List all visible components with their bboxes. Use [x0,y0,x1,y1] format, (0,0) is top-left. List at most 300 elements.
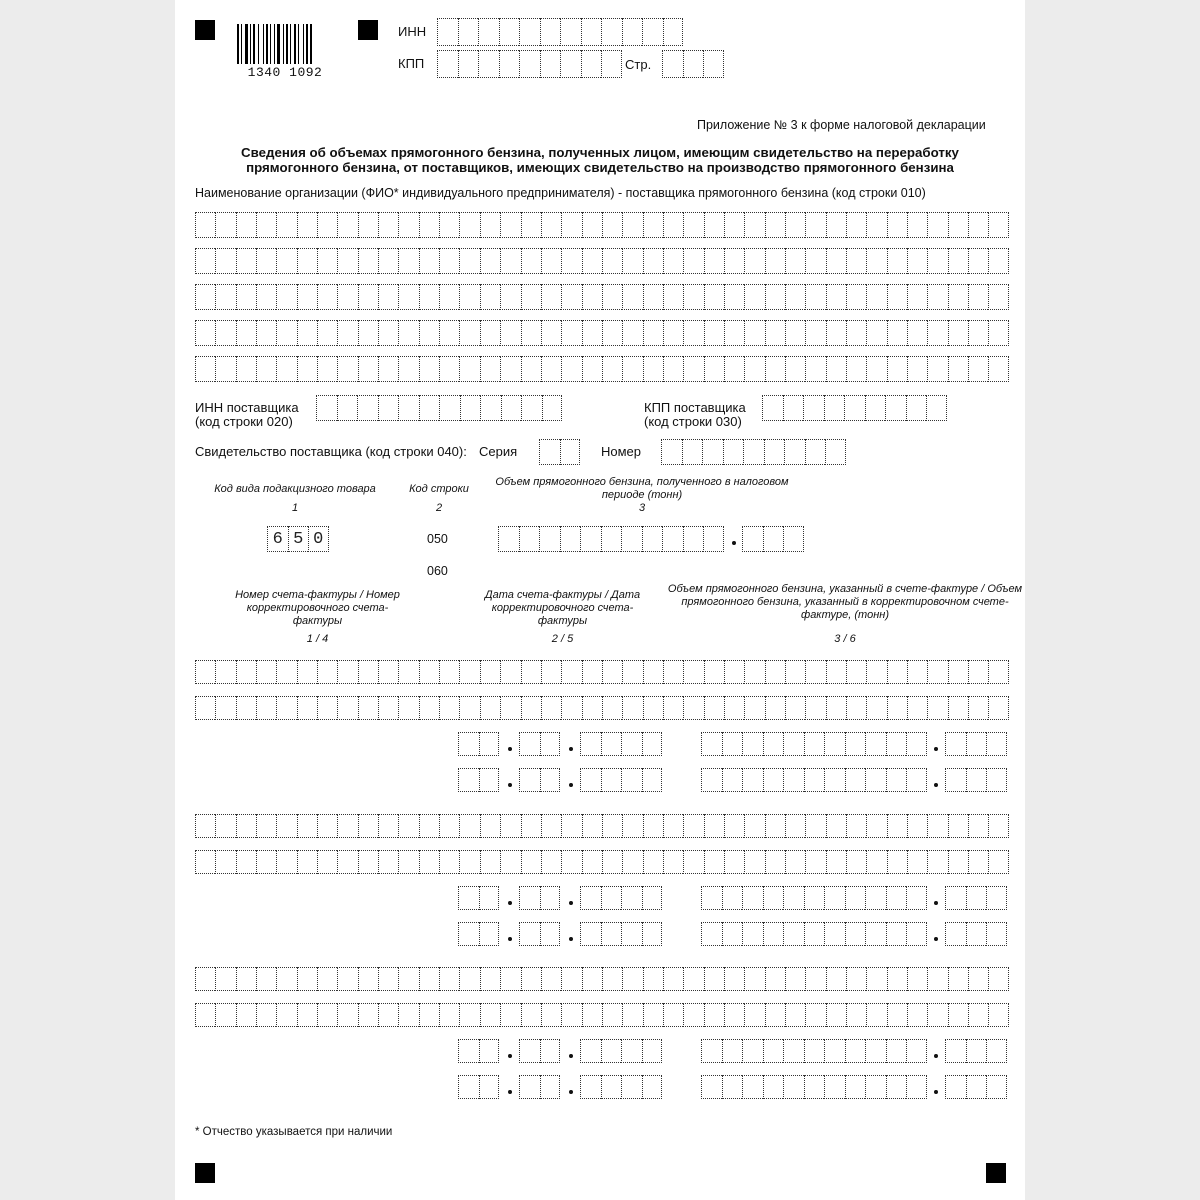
invoice-date-year-block3-line1[interactable] [580,1039,662,1063]
invoice-number-row-1a-cell[interactable] [541,660,561,684]
invoice-date-day-block1-line1-cell[interactable] [458,732,479,756]
invoice-number-row-3a-cell[interactable] [887,967,907,991]
invoice-volume-decimal-block2-line1[interactable] [945,886,1007,910]
invoice-volume-decimal-block3-line2[interactable] [945,1075,1007,1099]
invoice-number-row-1a-cell[interactable] [419,660,439,684]
invoice-volume-integer-block1-line1-cell[interactable] [722,732,743,756]
invoice-number-row-3b-cell[interactable] [500,1003,520,1027]
invoice-volume-decimal-block3-line2-cell[interactable] [945,1075,966,1099]
org-name-row-cell[interactable] [968,284,988,310]
invoice-volume-integer-block3-line2-cell[interactable] [783,1075,804,1099]
invoice-number-row-1a-cell[interactable] [805,660,825,684]
invoice-volume-integer-block3-line1-cell[interactable] [906,1039,927,1063]
org-name-row-cell[interactable] [805,248,825,274]
org-name-row-cell[interactable] [215,320,235,346]
invoice-number-row-2a-cell[interactable] [500,814,520,838]
org-name-row-cell[interactable] [337,212,357,238]
invoice-number-row-1b-cell[interactable] [480,696,500,720]
org-name-row-cell[interactable] [582,212,602,238]
invoice-number-row-3a-cell[interactable] [683,967,703,991]
cert-number-field-cell[interactable] [682,439,703,465]
invoice-date-day-block3-line2-cell[interactable] [458,1075,479,1099]
invoice-date-month-block2-line2[interactable] [519,922,560,946]
org-name-row-cell[interactable] [358,320,378,346]
invoice-date-year-block3-line2-cell[interactable] [601,1075,622,1099]
invoice-volume-decimal-block1-line1-cell[interactable] [966,732,987,756]
invoice-volume-integer-block2-line2-cell[interactable] [824,922,845,946]
org-name-row-cell[interactable] [643,284,663,310]
invoice-date-day-block1-line2-cell[interactable] [458,768,479,792]
invoice-date-month-block2-line2-cell[interactable] [519,922,540,946]
invoice-volume-integer-block1-line2-cell[interactable] [742,768,763,792]
org-name-row-cell[interactable] [663,248,683,274]
invoice-number-row-2b-cell[interactable] [887,850,907,874]
org-name-row-cell[interactable] [988,248,1008,274]
invoice-date-year-block1-line2-cell[interactable] [642,768,663,792]
invoice-date-day-block2-line1[interactable] [458,886,499,910]
invoice-number-row-1a-cell[interactable] [663,660,683,684]
org-name-row-cell[interactable] [988,212,1008,238]
org-name-row-cell[interactable] [236,284,256,310]
org-name-row-cell[interactable] [582,284,602,310]
org-name-row-cell[interactable] [988,284,1008,310]
invoice-number-row-1b-cell[interactable] [744,696,764,720]
invoice-number-row-2a-cell[interactable] [907,814,927,838]
kpp-field-cell[interactable] [499,50,520,78]
volume-integer-field-cell[interactable] [539,526,560,552]
invoice-volume-integer-block2-line1-cell[interactable] [886,886,907,910]
invoice-number-row-1a-cell[interactable] [521,660,541,684]
supplier-inn-field-cell[interactable] [378,395,399,421]
org-name-row-cell[interactable] [256,356,276,382]
org-name-row-cell[interactable] [765,212,785,238]
invoice-volume-integer-block3-line1-cell[interactable] [701,1039,722,1063]
org-name-row-cell[interactable] [419,320,439,346]
org-name-row-cell[interactable] [785,356,805,382]
invoice-number-row-2a-cell[interactable] [480,814,500,838]
org-name-row-cell[interactable] [337,356,357,382]
invoice-volume-integer-block2-line2-cell[interactable] [701,922,722,946]
invoice-number-row-2a-cell[interactable] [439,814,459,838]
invoice-number-row-2b-cell[interactable] [337,850,357,874]
invoice-number-row-2a-cell[interactable] [744,814,764,838]
invoice-number-row-1b-cell[interactable] [968,696,988,720]
invoice-number-row-2b-cell[interactable] [704,850,724,874]
org-name-row-cell[interactable] [663,212,683,238]
invoice-volume-integer-block3-line2-cell[interactable] [763,1075,784,1099]
inn-field-cell[interactable] [458,18,479,46]
invoice-volume-integer-block2-line2-cell[interactable] [804,922,825,946]
org-name-row-cell[interactable] [378,284,398,310]
supplier-inn-field-cell[interactable] [542,395,563,421]
invoice-number-row-3b-cell[interactable] [988,1003,1008,1027]
invoice-date-month-block2-line2-cell[interactable] [540,922,561,946]
cert-number-field-cell[interactable] [825,439,846,465]
invoice-number-row-1a-cell[interactable] [236,660,256,684]
org-name-row-cell[interactable] [663,356,683,382]
invoice-volume-integer-block1-line2-cell[interactable] [804,768,825,792]
invoice-number-row-3b-cell[interactable] [866,1003,886,1027]
invoice-number-row-1a-cell[interactable] [378,660,398,684]
org-name-row-cell[interactable] [358,284,378,310]
org-name-row-cell[interactable] [683,248,703,274]
invoice-volume-integer-block3-line2-cell[interactable] [804,1075,825,1099]
org-name-row-cell[interactable] [297,356,317,382]
org-name-row-cell[interactable] [480,212,500,238]
org-name-row-cell[interactable] [561,356,581,382]
supplier-inn-field-cell[interactable] [419,395,440,421]
invoice-date-year-block1-line1[interactable] [580,732,662,756]
invoice-number-row-1a-cell[interactable] [459,660,479,684]
kpp-field[interactable] [437,50,622,78]
invoice-number-row-1a-cell[interactable] [744,660,764,684]
org-name-row-cell[interactable] [907,284,927,310]
volume-integer-field-cell[interactable] [580,526,601,552]
kpp-field-cell[interactable] [519,50,540,78]
invoice-volume-integer-block3-line1-cell[interactable] [886,1039,907,1063]
kpp-field-cell[interactable] [437,50,458,78]
org-name-row-cell[interactable] [724,284,744,310]
org-name-row-cell[interactable] [256,320,276,346]
invoice-number-row-2b-cell[interactable] [927,850,947,874]
invoice-number-row-1a-cell[interactable] [765,660,785,684]
org-name-row-cell[interactable] [744,212,764,238]
invoice-number-row-2b-cell[interactable] [256,850,276,874]
supplier-inn-field-cell[interactable] [480,395,501,421]
invoice-number-row-2b-cell[interactable] [439,850,459,874]
invoice-date-year-block2-line2[interactable] [580,922,662,946]
invoice-date-year-block1-line1-cell[interactable] [580,732,601,756]
org-name-row-cell[interactable] [602,356,622,382]
invoice-number-row-3b-cell[interactable] [337,1003,357,1027]
invoice-number-row-1a-cell[interactable] [846,660,866,684]
org-name-row-cell[interactable] [317,356,337,382]
org-name-row-cell[interactable] [337,248,357,274]
invoice-date-day-block3-line1[interactable] [458,1039,499,1063]
invoice-volume-integer-block2-line2-cell[interactable] [742,922,763,946]
invoice-volume-integer-block1-line2-cell[interactable] [783,768,804,792]
org-name-row-cell[interactable] [826,212,846,238]
org-name-row-cell[interactable] [480,356,500,382]
invoice-date-month-block3-line1[interactable] [519,1039,560,1063]
invoice-number-row-2a-cell[interactable] [724,814,744,838]
invoice-number-row-3a-cell[interactable] [500,967,520,991]
invoice-date-year-block1-line2-cell[interactable] [621,768,642,792]
invoice-date-year-block3-line2-cell[interactable] [642,1075,663,1099]
invoice-number-row-1a-cell[interactable] [988,660,1008,684]
org-name-row-cell[interactable] [195,320,215,346]
org-name-row-cell[interactable] [276,284,296,310]
org-name-row-cell[interactable] [297,284,317,310]
invoice-number-row-1b-cell[interactable] [500,696,520,720]
invoice-number-row-1a-cell[interactable] [622,660,642,684]
invoice-number-row-2a-cell[interactable] [866,814,886,838]
inn-field-cell[interactable] [560,18,581,46]
kpp-field-cell[interactable] [478,50,499,78]
invoice-date-day-block2-line2-cell[interactable] [458,922,479,946]
invoice-date-month-block3-line2-cell[interactable] [540,1075,561,1099]
invoice-volume-integer-block2-line2-cell[interactable] [886,922,907,946]
supplier-kpp-field[interactable] [762,395,947,421]
invoice-number-row-1a-cell[interactable] [561,660,581,684]
cert-number-field-cell[interactable] [661,439,682,465]
invoice-volume-integer-block2-line2-cell[interactable] [722,922,743,946]
invoice-date-month-block3-line1-cell[interactable] [519,1039,540,1063]
invoice-number-row-3b-cell[interactable] [805,1003,825,1027]
invoice-date-year-block2-line2-cell[interactable] [621,922,642,946]
org-name-row-cell[interactable] [317,320,337,346]
invoice-volume-decimal-block2-line2-cell[interactable] [945,922,966,946]
invoice-volume-integer-block3-line2-cell[interactable] [824,1075,845,1099]
invoice-number-row-3b[interactable] [195,1003,1009,1027]
org-name-row-cell[interactable] [439,248,459,274]
invoice-number-row-3a-cell[interactable] [988,967,1008,991]
invoice-date-year-block3-line2[interactable] [580,1075,662,1099]
supplier-kpp-field-cell[interactable] [865,395,886,421]
invoice-number-row-1a-cell[interactable] [683,660,703,684]
org-name-row-cell[interactable] [948,356,968,382]
org-name-row-cell[interactable] [968,212,988,238]
org-name-row-cell[interactable] [500,248,520,274]
invoice-volume-integer-block1-line1-cell[interactable] [865,732,886,756]
invoice-number-row-1b-cell[interactable] [439,696,459,720]
invoice-number-row-3b-cell[interactable] [541,1003,561,1027]
invoice-volume-decimal-block3-line2-cell[interactable] [966,1075,987,1099]
volume-integer-field-cell[interactable] [519,526,540,552]
invoice-number-row-3a-cell[interactable] [765,967,785,991]
org-name-row[interactable] [195,212,1009,238]
invoice-volume-integer-block1-line2-cell[interactable] [722,768,743,792]
invoice-number-row-3a-cell[interactable] [297,967,317,991]
cert-number-field[interactable] [661,439,846,465]
volume-integer-field-cell[interactable] [683,526,704,552]
org-name-row-cell[interactable] [907,248,927,274]
org-name-row-cell[interactable] [826,320,846,346]
invoice-number-row-3a-cell[interactable] [826,967,846,991]
org-name-row-cell[interactable] [419,212,439,238]
invoice-date-day-block1-line2-cell[interactable] [479,768,500,792]
org-name-row-cell[interactable] [521,248,541,274]
org-name-row-cell[interactable] [704,248,724,274]
volume-decimal-field-cell[interactable] [742,526,763,552]
invoice-number-row-1b-cell[interactable] [846,696,866,720]
invoice-number-row-2b-cell[interactable] [561,850,581,874]
org-name-row-cell[interactable] [398,212,418,238]
invoice-number-row-2a-cell[interactable] [236,814,256,838]
org-name-row-cell[interactable] [236,356,256,382]
inn-field-cell[interactable] [519,18,540,46]
invoice-volume-integer-block1-line1-cell[interactable] [701,732,722,756]
invoice-date-day-block3-line2-cell[interactable] [479,1075,500,1099]
invoice-volume-integer-block2-line2-cell[interactable] [763,922,784,946]
invoice-date-day-block2-line2-cell[interactable] [479,922,500,946]
invoice-number-row-3b-cell[interactable] [297,1003,317,1027]
org-name-row-cell[interactable] [724,356,744,382]
invoice-date-day-block2-line2[interactable] [458,922,499,946]
invoice-number-row-3a-cell[interactable] [358,967,378,991]
supplier-inn-field-cell[interactable] [521,395,542,421]
invoice-number-row-3b-cell[interactable] [968,1003,988,1027]
invoice-date-year-block3-line2-cell[interactable] [621,1075,642,1099]
invoice-volume-integer-block3-line2-cell[interactable] [742,1075,763,1099]
cert-series-field-cell[interactable] [539,439,560,465]
invoice-number-row-2a-cell[interactable] [541,814,561,838]
volume-integer-field-cell[interactable] [601,526,622,552]
org-name-row-cell[interactable] [297,248,317,274]
invoice-number-row-3a-cell[interactable] [907,967,927,991]
invoice-number-row-2a-cell[interactable] [215,814,235,838]
invoice-volume-integer-block2-line2-cell[interactable] [906,922,927,946]
invoice-number-row-2a-cell[interactable] [459,814,479,838]
invoice-volume-integer-block3-line1-cell[interactable] [763,1039,784,1063]
invoice-number-row-2b-cell[interactable] [236,850,256,874]
org-name-row-cell[interactable] [276,356,296,382]
invoice-number-row-1b-cell[interactable] [297,696,317,720]
supplier-inn-field-cell[interactable] [357,395,378,421]
invoice-date-year-block1-line2-cell[interactable] [601,768,622,792]
invoice-number-row-1b-cell[interactable] [317,696,337,720]
invoice-volume-decimal-block1-line2-cell[interactable] [986,768,1007,792]
org-name-row-cell[interactable] [643,212,663,238]
invoice-number-row-3a-cell[interactable] [582,967,602,991]
invoice-number-row-1b-cell[interactable] [215,696,235,720]
org-name-row-cell[interactable] [887,320,907,346]
org-name-row-cell[interactable] [521,284,541,310]
org-name-row-cell[interactable] [358,356,378,382]
kpp-field-cell[interactable] [540,50,561,78]
invoice-number-row-2a-cell[interactable] [683,814,703,838]
invoice-number-row-3a-cell[interactable] [724,967,744,991]
org-name-row-cell[interactable] [439,356,459,382]
volume-integer-field-cell[interactable] [498,526,519,552]
invoice-number-row-3b-cell[interactable] [561,1003,581,1027]
invoice-number-row-2b-cell[interactable] [724,850,744,874]
invoice-number-row-2b-cell[interactable] [276,850,296,874]
invoice-number-row-1b-cell[interactable] [826,696,846,720]
org-name-row-cell[interactable] [887,212,907,238]
org-name-row-cell[interactable] [765,320,785,346]
invoice-number-row-3a-cell[interactable] [236,967,256,991]
invoice-number-row-1a-cell[interactable] [602,660,622,684]
invoice-number-row-3a-cell[interactable] [521,967,541,991]
org-name-row-cell[interactable] [927,212,947,238]
invoice-volume-integer-block2-line2[interactable] [701,922,927,946]
invoice-volume-integer-block1-line2-cell[interactable] [824,768,845,792]
invoice-volume-integer-block2-line1-cell[interactable] [824,886,845,910]
org-name-row-cell[interactable] [846,212,866,238]
invoice-number-row-2b-cell[interactable] [500,850,520,874]
org-name-row-cell[interactable] [561,320,581,346]
invoice-date-month-block1-line1-cell[interactable] [540,732,561,756]
invoice-volume-integer-block3-line1-cell[interactable] [865,1039,886,1063]
org-name-row-cell[interactable] [521,356,541,382]
invoice-volume-integer-block3-line2-cell[interactable] [722,1075,743,1099]
invoice-number-row-2a-cell[interactable] [317,814,337,838]
invoice-volume-integer-block3-line1-cell[interactable] [845,1039,866,1063]
org-name-row-cell[interactable] [541,248,561,274]
invoice-number-row-1b-cell[interactable] [541,696,561,720]
invoice-number-row-1b-cell[interactable] [663,696,683,720]
org-name-row-cell[interactable] [602,248,622,274]
invoice-number-row-2b-cell[interactable] [866,850,886,874]
org-name-row-cell[interactable] [317,248,337,274]
invoice-number-row-1b-cell[interactable] [988,696,1008,720]
supplier-inn-field-cell[interactable] [337,395,358,421]
org-name-row-cell[interactable] [744,356,764,382]
invoice-number-row-3b-cell[interactable] [236,1003,256,1027]
invoice-number-row-3a-cell[interactable] [663,967,683,991]
cert-number-field-cell[interactable] [743,439,764,465]
org-name-row-cell[interactable] [785,284,805,310]
inn-field-cell[interactable] [642,18,663,46]
invoice-number-row-3a-cell[interactable] [866,967,886,991]
org-name-row-cell[interactable] [948,284,968,310]
invoice-number-row-1b-cell[interactable] [459,696,479,720]
invoice-number-row-1a-cell[interactable] [907,660,927,684]
supplier-inn-field-cell[interactable] [460,395,481,421]
invoice-volume-decimal-block1-line1-cell[interactable] [945,732,966,756]
page-number-field-cell[interactable] [662,50,683,78]
invoice-number-row-2a-cell[interactable] [826,814,846,838]
invoice-date-year-block2-line1-cell[interactable] [580,886,601,910]
org-name-row-cell[interactable] [805,356,825,382]
invoice-volume-integer-block1-line1-cell[interactable] [845,732,866,756]
invoice-number-row-3a-cell[interactable] [378,967,398,991]
org-name-row-cell[interactable] [378,320,398,346]
org-name-row-cell[interactable] [419,248,439,274]
org-name-row-cell[interactable] [866,356,886,382]
org-name-row-cell[interactable] [358,248,378,274]
invoice-number-row-2a-cell[interactable] [622,814,642,838]
invoice-number-row-2a-cell[interactable] [887,814,907,838]
inn-field-cell[interactable] [437,18,458,46]
invoice-volume-integer-block3-line1-cell[interactable] [824,1039,845,1063]
invoice-number-row-1a-cell[interactable] [276,660,296,684]
invoice-volume-integer-block1-line2-cell[interactable] [845,768,866,792]
org-name-row-cell[interactable] [398,284,418,310]
invoice-number-row-2b-cell[interactable] [602,850,622,874]
org-name-row-cell[interactable] [643,356,663,382]
invoice-volume-integer-block1-line2-cell[interactable] [906,768,927,792]
org-name-row-cell[interactable] [826,356,846,382]
org-name-row-cell[interactable] [378,212,398,238]
org-name-row-cell[interactable] [744,320,764,346]
org-name-row-cell[interactable] [744,284,764,310]
invoice-number-row-3b-cell[interactable] [887,1003,907,1027]
org-name-row-cell[interactable] [683,284,703,310]
org-name-row-cell[interactable] [765,248,785,274]
invoice-volume-integer-block1-line2-cell[interactable] [763,768,784,792]
invoice-volume-integer-block2-line1-cell[interactable] [701,886,722,910]
invoice-number-row-2b-cell[interactable] [744,850,764,874]
org-name-row-cell[interactable] [663,320,683,346]
org-name-row-cell[interactable] [744,248,764,274]
invoice-volume-decimal-block2-line2-cell[interactable] [966,922,987,946]
invoice-number-row-1b-cell[interactable] [419,696,439,720]
org-name-row-cell[interactable] [907,320,927,346]
invoice-number-row-3a-cell[interactable] [256,967,276,991]
invoice-number-row-2a-cell[interactable] [927,814,947,838]
org-name-row-cell[interactable] [927,320,947,346]
org-name-row-cell[interactable] [541,212,561,238]
invoice-date-year-block2-line1-cell[interactable] [621,886,642,910]
invoice-number-row-2a-cell[interactable] [765,814,785,838]
volume-integer-field[interactable] [498,526,724,552]
invoice-number-row-2a-cell[interactable] [419,814,439,838]
invoice-number-row-2b-cell[interactable] [948,850,968,874]
invoice-number-row-3b-cell[interactable] [948,1003,968,1027]
org-name-row-cell[interactable] [439,284,459,310]
